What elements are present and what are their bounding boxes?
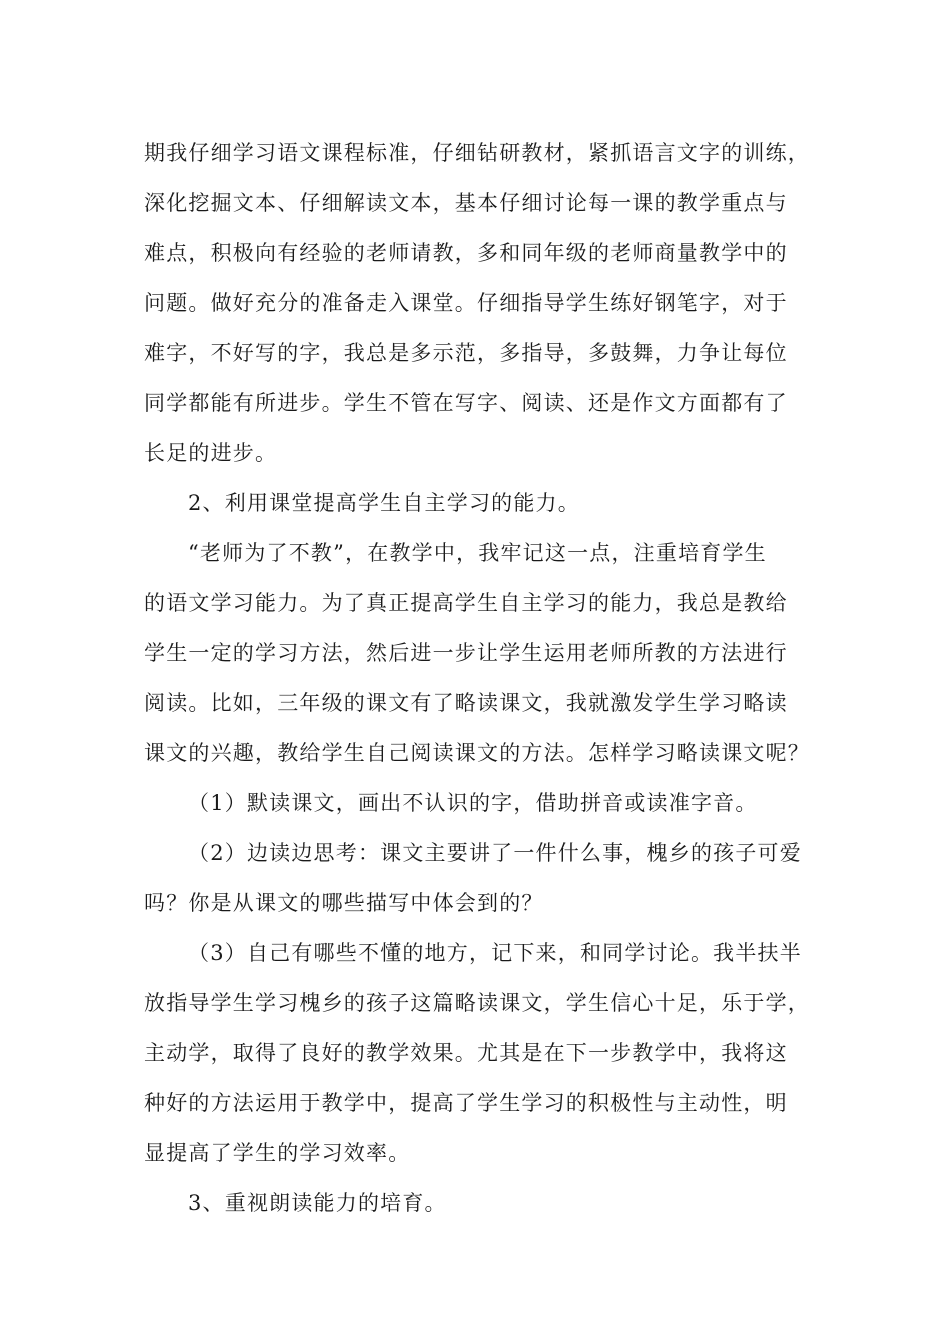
paragraph-line: 难字，不好写的字，我总是多示范，多指导，多鼓舞，力争让每位 [144,341,788,365]
paragraph-line: 课文的兴趣，教给学生自己阅读课文的方法。怎样学习略读课文呢？ [144,741,810,765]
paragraph-line: 吗？你是从课文的哪些描写中体会到的？ [144,891,544,915]
paragraph-line: 长足的进步。 [144,441,278,465]
list-item: （1）默读课文，画出不认识的字，借助拼音或读准字音。 [188,791,758,815]
body-text [144,128,844,1228]
paragraph-line: “老师为了不教”，在教学中，我牢记这一点，注重培育学生 [188,541,767,565]
paragraph-line: 期我仔细学习语文课程标准，仔细钻研教材，紧抓语言文字的训练， [144,141,810,165]
section-heading: 3、重视朗读能力的培育。 [188,1191,447,1215]
paragraph-line: 显提高了学生的学习效率。 [144,1141,411,1165]
paragraph-line: 问题。做好充分的准备走入课堂。仔细指导学生练好钢笔字，对于 [144,291,788,315]
paragraph-line: 阅读。比如，三年级的课文有了略读课文，我就激发学生学习略读 [144,691,788,715]
list-item: （3）自己有哪些不懂的地方，记下来，和同学讨论。我半扶半 [188,941,802,965]
section-heading: 2、利用课堂提高学生自主学习的能力。 [188,491,580,515]
paragraph-line: 主动学，取得了良好的教学效果。尤其是在下一步教学中，我将这 [144,1041,788,1065]
paragraph-line: 种好的方法运用于教学中，提高了学生学习的积极性与主动性，明 [144,1091,788,1115]
paragraph-line: 放指导学生学习槐乡的孩子这篇略读课文，学生信心十足，乐于学， [144,991,810,1015]
paragraph-line: 的语文学习能力。为了真正提高学生自主学习的能力，我总是教给 [144,591,788,615]
paragraph-line: 学生一定的学习方法，然后进一步让学生运用老师所教的方法进行 [144,641,788,665]
paragraph-line: 深化挖掘文本、仔细解读文本，基本仔细讨论每一课的教学重点与 [144,191,788,215]
list-item: （2）边读边思考：课文主要讲了一件什么事，槐乡的孩子可爱 [188,841,802,865]
paragraph-line: 难点，积极向有经验的老师请教，多和同年级的老师商量教学中的 [144,241,788,265]
paragraph-line: 同学都能有所进步。学生不管在写字、阅读、还是作文方面都有了 [144,391,788,415]
